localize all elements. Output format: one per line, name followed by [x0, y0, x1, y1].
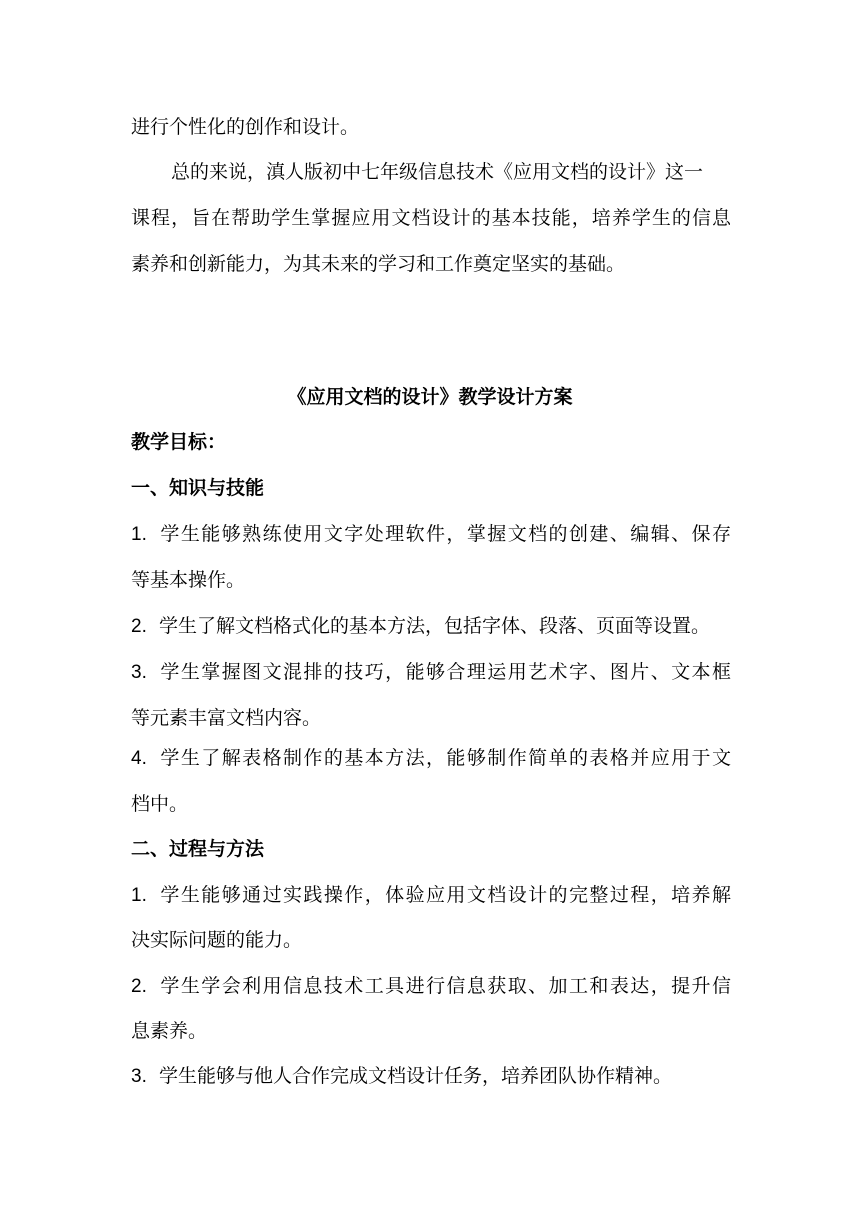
- list-item-text: 学生能够与他人合作完成文档设计任务，培养团队协作精神。: [159, 1065, 673, 1087]
- list-item-text: 学生了解文档格式化的基本方法，包括字体、段落、页面等设置。: [159, 615, 711, 637]
- list-item-number: 4.: [131, 748, 147, 769]
- list-item-number: 1.: [131, 885, 147, 906]
- list-item-line: [131, 657, 731, 687]
- list-item-text: 学生学会利用信息技术工具进行信息获取、加工和表达，提升信: [159, 975, 731, 997]
- list-item-line: [131, 971, 731, 1001]
- goals-heading: 教学目标：: [131, 431, 227, 453]
- summary-paragraph-line-3: 素养和创新能力，为其未来的学习和工作奠定坚实的基础。: [131, 253, 626, 275]
- list-item-line: [131, 743, 731, 773]
- plan-title: 《应用文档的设计》教学设计方案: [287, 386, 573, 408]
- list-item-text: 学生了解表格制作的基本方法，能够制作简单的表格并应用于文: [159, 747, 731, 769]
- list-item-line: [131, 611, 731, 641]
- list-item-text: 学生能够通过实践操作，体验应用文档设计的完整过程，培养解: [159, 884, 731, 906]
- list-item-continuation: 等基本操作。: [131, 569, 246, 591]
- list-item-text: 学生掌握图文混排的技巧，能够合理运用艺术字、图片、文本框: [159, 661, 731, 683]
- summary-paragraph-line-2: 课程，旨在帮助学生掌握应用文档设计的基本技能，培养学生的信息: [131, 207, 731, 229]
- list-item-continuation: 档中。: [131, 793, 189, 815]
- list-item-line: [131, 880, 731, 910]
- summary-paragraph-line-1: 总的来说，滇人版初中七年级信息技术《应用文档的设计》这一: [171, 161, 704, 183]
- section-heading-knowledge-skills: 一、知识与技能: [131, 477, 265, 499]
- list-item-continuation: 决实际问题的能力。: [131, 929, 303, 951]
- list-item-continuation: 等元素丰富文档内容。: [131, 707, 322, 729]
- list-item-number: 2.: [131, 976, 147, 997]
- list-item-continuation: 息素养。: [131, 1020, 208, 1042]
- list-item-number: 3.: [131, 1066, 147, 1087]
- intro-line-1: 进行个性化的创作和设计。: [131, 116, 360, 138]
- list-item-number: 3.: [131, 662, 147, 683]
- list-item-number: 1.: [131, 524, 147, 545]
- section-heading-process-methods: 二、过程与方法: [131, 838, 265, 860]
- list-item-line: [131, 519, 731, 549]
- list-item-number: 2.: [131, 616, 147, 637]
- list-item-line: [131, 1061, 731, 1091]
- list-item-text: 学生能够熟练使用文字处理软件，掌握文档的创建、编辑、保存: [159, 523, 731, 545]
